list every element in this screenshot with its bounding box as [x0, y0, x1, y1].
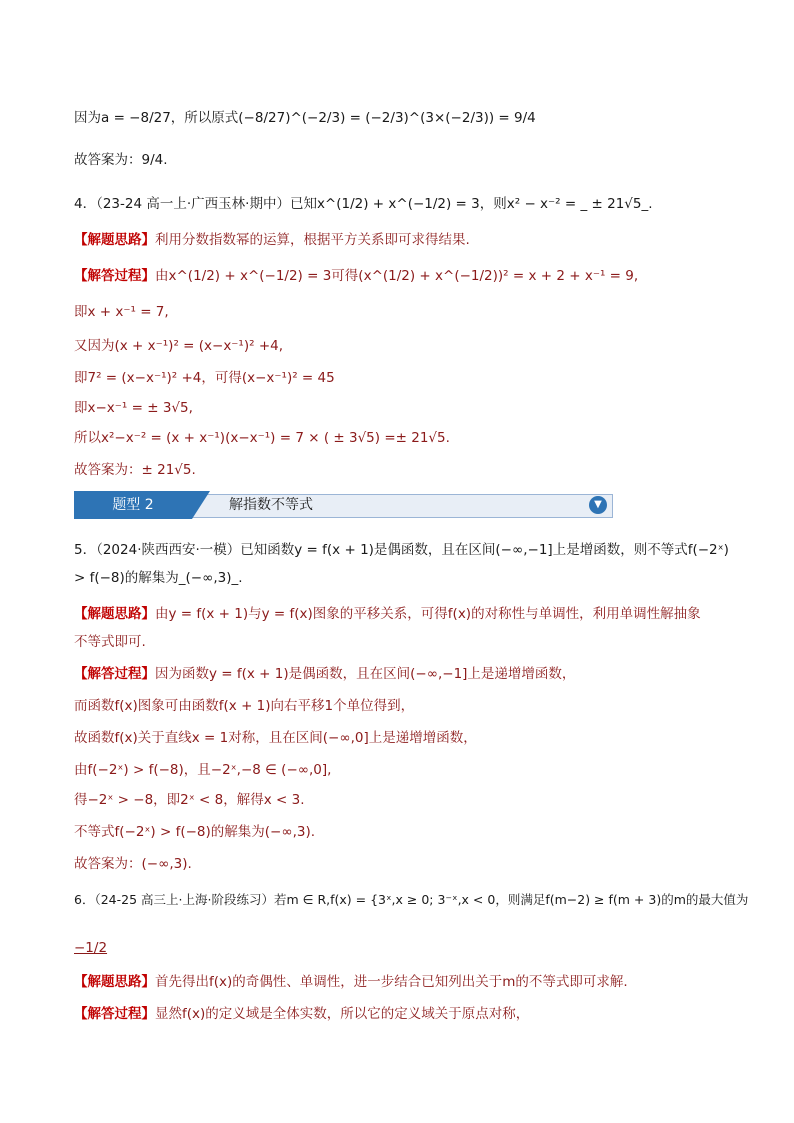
banner-slant — [192, 491, 210, 519]
line-1-text: 因为a = −8/27，所以原式(−8/27)^(−2/3) = (−2/3)^(3×(−2/3)) = 9/4 — [74, 110, 536, 126]
idea-tag: 【解题思路】 — [74, 606, 155, 622]
q4-step-5 — [74, 428, 450, 448]
question-5-cont-text: > f(−8)的解集为_(−∞,3)_. — [74, 570, 243, 586]
q4-process — [74, 266, 638, 286]
question-5 — [74, 540, 729, 560]
banner-type-label: 题型 2 — [74, 491, 192, 519]
question-4-text: 4．（23-24 高一上·广西玉林·期中）已知x^(1/2) + x^(−1/2) = 3，则x² − x⁻² = _ ± 21√5_. — [74, 196, 653, 212]
q5-idea-cont-text: 不等式即可. — [74, 634, 146, 650]
section-banner — [74, 491, 616, 519]
q5-step-4 — [74, 790, 305, 810]
q5-step-5-text: 不等式f(−2ˣ) > f(−8)的解集为(−∞,3). — [74, 824, 316, 840]
q5-process — [74, 664, 575, 684]
text-line-2 — [74, 150, 168, 170]
process-tag: 【解答过程】 — [74, 666, 155, 682]
q5-process-text: 因为函数y = f(x + 1)是偶函数，且在区间(−∞,−1]上是递增增函数， — [155, 666, 576, 682]
question-4 — [74, 194, 653, 214]
q5-step-1 — [74, 696, 414, 716]
answer-1-text: 故答案为：9/4. — [74, 152, 168, 168]
q5-answer — [74, 854, 192, 874]
question-6-answer-blank — [74, 938, 107, 958]
q5-step-2 — [74, 728, 477, 748]
q5-step-2-text: 故函数f(x)关于直线x = 1对称，且在区间(−∞,0]上是递增增函数， — [74, 730, 477, 746]
q4-step-3 — [74, 368, 335, 388]
q5-step-4-text: 得−2ˣ > −8，即2ˣ < 8，解得x < 3. — [74, 792, 305, 808]
banner-title: 解指数不等式 — [229, 497, 313, 513]
q6-idea-text: 首先得出f(x)的奇偶性、单调性，进一步结合已知列出关于m的不等式即可求解. — [155, 974, 628, 990]
q4-step-2 — [74, 336, 283, 356]
q4-idea — [74, 230, 470, 250]
q6-idea — [74, 972, 628, 992]
q4-step-4-text: 即x−x⁻¹ = ± 3√5, — [74, 400, 193, 416]
idea-tag: 【解题思路】 — [74, 232, 155, 248]
question-6-text: 6．（24-25 高三上·上海·阶段练习）若m ∈ R,f(x) = {3ˣ,x ≥ 0; 3⁻ˣ,x < 0，则满足f(m−2) ≥ f(m + 3)的m的最大值为 — [74, 892, 749, 907]
q4-answer-text: 故答案为：± 21√5. — [74, 462, 196, 478]
question-5-text: 5．（2024·陕西西安·一模）已知函数y = f(x + 1)是偶函数，且在区间(−∞,−1]上是增函数，则不等式f(−2ˣ) — [74, 542, 729, 558]
q5-step-3-text: 由f(−2ˣ) > f(−8)，且−2ˣ,−8 ∈ (−∞,0], — [74, 762, 332, 778]
process-tag: 【解答过程】 — [74, 1006, 155, 1022]
q5-step-3 — [74, 760, 331, 780]
q6-process — [74, 1004, 529, 1024]
q4-answer — [74, 460, 196, 480]
q4-idea-text: 利用分数指数幂的运算，根据平方关系即可求得结果. — [155, 232, 470, 248]
q4-step-2-text: 又因为(x + x⁻¹)² = (x−x⁻¹)² +4, — [74, 338, 284, 354]
q5-idea-text: 由y = f(x + 1)与y = f(x)图象的平移关系，可得f(x)的对称性与单调性，利用单调性解抽象 — [155, 606, 701, 622]
q5-step-1-text: 而函数f(x)图象可由函数f(x + 1)向右平移1个单位得到， — [74, 698, 415, 714]
chevron-down-icon: ▼ — [589, 496, 607, 514]
q4-step-5-text: 所以x²−x⁻² = (x + x⁻¹)(x−x⁻¹) = 7 × ( ± 3√5) =± 21√5. — [74, 430, 450, 446]
q6-process-text: 显然f(x)的定义域是全体实数，所以它的定义域关于原点对称， — [155, 1006, 530, 1022]
q4-process-text: 由x^(1/2) + x^(−1/2) = 3可得(x^(1/2) + x^(−1/2))² = x + 2 + x⁻¹ = 9, — [155, 268, 639, 284]
q4-step-4 — [74, 398, 193, 418]
q4-step-1-text: 即x + x⁻¹ = 7, — [74, 304, 169, 320]
q4-step-1 — [74, 302, 169, 322]
process-tag: 【解答过程】 — [74, 268, 155, 284]
q5-step-5 — [74, 822, 315, 842]
question-5-cont — [74, 568, 243, 588]
text-line-1 — [74, 108, 536, 128]
q4-step-3-text: 即7² = (x−x⁻¹)² +4，可得(x−x⁻¹)² = 45 — [74, 370, 335, 386]
question-6-answer-text: −1/2 — [74, 940, 108, 956]
q5-idea — [74, 604, 701, 624]
idea-tag: 【解题思路】 — [74, 974, 155, 990]
question-6 — [74, 890, 748, 910]
q5-idea-cont — [74, 632, 146, 652]
q5-answer-text: 故答案为：(−∞,3). — [74, 856, 192, 872]
